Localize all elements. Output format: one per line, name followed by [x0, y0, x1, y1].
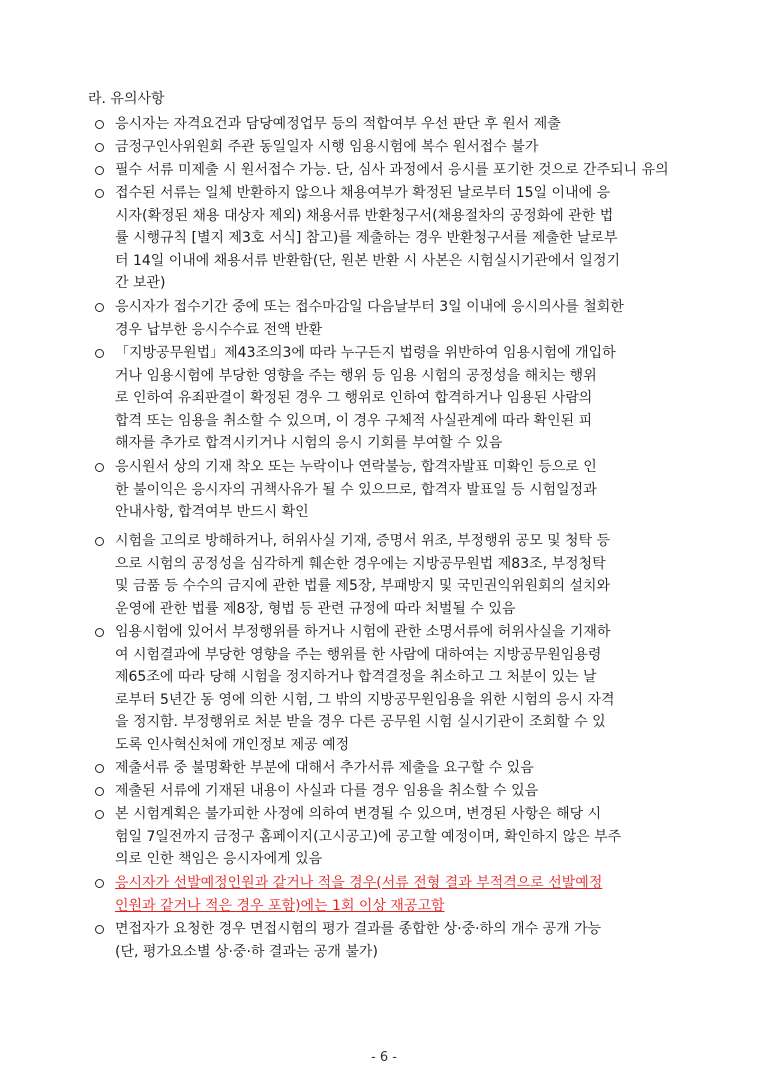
circle-bullet-icon	[95, 143, 104, 152]
notice-text	[115, 532, 610, 622]
circle-bullet-icon	[95, 764, 104, 773]
notice-text-line: 으로 시험의 공정성을 심각하게 훼손한 경우에는 지방공무원법 제83조, 부정청탁	[115, 555, 606, 572]
circle-bullet-icon	[95, 925, 104, 934]
notice-text-line: 운영에 관한 법률 제8장, 형법 등 관련 규정에 따라 처벌될 수 있음	[115, 600, 516, 617]
notice-text-line: 응시자가 접수기간 중에 또는 접수마감일 다음날부터 3일 이내에 응시의사를 철회한	[115, 299, 624, 315]
notice-text-line: (단, 평가요소별 상·중·하 결과는 공개 불가)	[115, 943, 378, 960]
notice-text-line: 필수 서류 미제출 시 원서접수 가능. 단, 심사 과정에서 응시를 포기한 것으로 간주되니 유의	[115, 162, 669, 178]
notice-text-line: 률 시행규칙 [별지 제3호 서식] 참고)를 제출하는 경우 반환청구서를 제출한 날로부	[115, 230, 618, 246]
circle-bullet-icon	[95, 463, 104, 472]
notice-text-line: 제출서류 중 불명확한 부분에 대해서 추가서류 제출을 요구할 수 있음	[115, 760, 534, 776]
notice-text-line: 경우 납부한 응시수수료 전액 반환	[115, 321, 323, 338]
notice-text	[115, 759, 534, 782]
circle-bullet-icon	[95, 349, 104, 358]
circle-bullet-icon	[95, 537, 104, 546]
notice-text-line: 제출된 서류에 기재된 내용이 사실과 다를 경우 임용을 취소할 수 있음	[115, 783, 539, 799]
notice-text	[115, 298, 624, 343]
notice-text-line: 안내사항, 합격여부 반드시 확인	[115, 504, 309, 520]
notice-text	[115, 458, 597, 526]
circle-bullet-icon	[95, 628, 104, 637]
circle-bullet-icon	[95, 189, 104, 198]
notice-text-line: 임용시험에 있어서 부정행위를 하거나 시험에 관한 소명서류에 허위사실을 기재하	[115, 624, 611, 640]
notice-text-line: 로 인하여 유죄판결이 확정된 경우 그 행위로 인하여 합격하거나 임용된 사람의	[115, 390, 593, 406]
notice-text-line: 응시자가 선발예정인원과 같거나 적을 경우(서류 전형 결과 부적격으로 선발예정	[115, 875, 603, 891]
notice-text-line: 시험을 고의로 방해하거나, 허위사실 기재, 증명서 위조, 부정행위 공모 및 청탁 등	[115, 533, 611, 549]
notice-text-line: 금정구인사위원회 주관 동일일자 시행 임용시험에 복수 원서접수 불가	[115, 139, 539, 155]
circle-bullet-icon	[95, 810, 104, 819]
notice-text-line: 터 14일 이내에 채용서류 반환함(단, 원본 반환 시 사본은 시험실시기관에서 일정기	[115, 252, 620, 269]
notice-text-line: 합격 또는 임용을 취소할 수 있으며, 이 경우 구체적 사실관계에 따라 확인된 피	[115, 412, 593, 429]
notice-text	[115, 115, 561, 138]
circle-bullet-icon	[95, 879, 104, 888]
notice-text	[115, 623, 615, 758]
notice-text-line: 간 보관)	[115, 275, 166, 291]
notice-text-line: 및 금품 등 수수의 금지에 관한 법률 제5장, 부패방지 및 국민권익위원회의 설치와	[115, 578, 611, 594]
notice-text-line: 의로 인한 책임은 응시자에게 있음	[115, 851, 323, 867]
notice-text	[115, 161, 669, 184]
circle-bullet-icon	[95, 787, 104, 796]
notice-text	[115, 184, 620, 297]
notice-text-line: 여 시험결과에 부당한 영향을 주는 행위를 한 사람에 대하여는 지방공무원임용령	[115, 646, 602, 663]
notice-text-line: 응시자는 자격요건과 담당예정업무 등의 적합여부 우선 판단 후 원서 제출	[115, 116, 561, 132]
notice-text-line: 도록 인사혁신처에 개인정보 제공 예정	[115, 736, 350, 753]
section-heading: 라. 유의사항	[88, 91, 165, 107]
page-number: - 6 -	[371, 1050, 397, 1065]
circle-bullet-icon	[95, 120, 104, 129]
notice-text	[115, 138, 538, 161]
notice-text-line: 본 시험계획은 불가피한 사정에 의하여 변경될 수 있으며, 변경된 사항은 해당 시	[115, 806, 602, 822]
notice-text-line: 인원과 같거나 적은 경우 포함)에는 1회 이상 재공고함	[115, 897, 445, 914]
notice-text	[115, 344, 616, 457]
notice-text-line: 한 불이익은 응시자의 귀책사유가 될 수 있으므로, 합격자 발표일 등 시험일정과	[115, 481, 597, 498]
notice-text-line: 제65조에 따라 당해 시험을 정지하거나 합격결정을 취소하고 그 처분이 있는 날	[115, 669, 597, 685]
notice-text-line: 해자를 추가로 합격시키거나 시험의 응시 기회를 부여할 수 있음	[115, 435, 503, 451]
notice-text	[115, 920, 601, 965]
notice-text-line: 면접자가 요청한 경우 면접시험의 평가 결과를 종합한 상·중·하의 개수 공개 가능	[115, 921, 602, 937]
notice-text	[115, 874, 602, 919]
notice-text-line: 시자(확정된 채용 대상자 제외) 채용서류 반환청구서(채용절차의 공정화에 관한 법	[115, 207, 614, 224]
notice-text	[115, 805, 621, 873]
notice-text-line: 험일 7일전까지 금정구 홈페이지(고시공고)에 공고할 예정이며, 확인하지 않은 부주	[115, 828, 622, 845]
notice-text-line: 을 정지함. 부정행위로 처분 받을 경우 다른 공무원 시험 실시기관이 조회할 수 있	[115, 714, 606, 730]
circle-bullet-icon	[95, 166, 104, 175]
notice-text-line: 「지방공무원법」제43조의3에 따라 누구든지 법령을 위반하여 임용시험에 개입하	[115, 345, 616, 361]
notice-text-line: 접수된 서류는 일체 반환하지 않으나 채용여부가 확정된 날로부터 15일 이내에 응	[115, 185, 611, 201]
notice-text	[115, 782, 538, 805]
notice-text-line: 응시원서 상의 기재 착오 또는 누락이나 연락불능, 합격자발표 미확인 등으로 인	[115, 459, 597, 475]
notice-text-line: 로부터 5년간 동 영에 의한 시험, 그 밖의 지방공무원임용을 위한 시험의 응시 자격	[115, 691, 615, 708]
circle-bullet-icon	[95, 303, 104, 312]
notice-text-line: 거나 임용시험에 부당한 영향을 주는 행위 등 임용 시험의 공정성을 해치는 행위	[115, 367, 597, 384]
